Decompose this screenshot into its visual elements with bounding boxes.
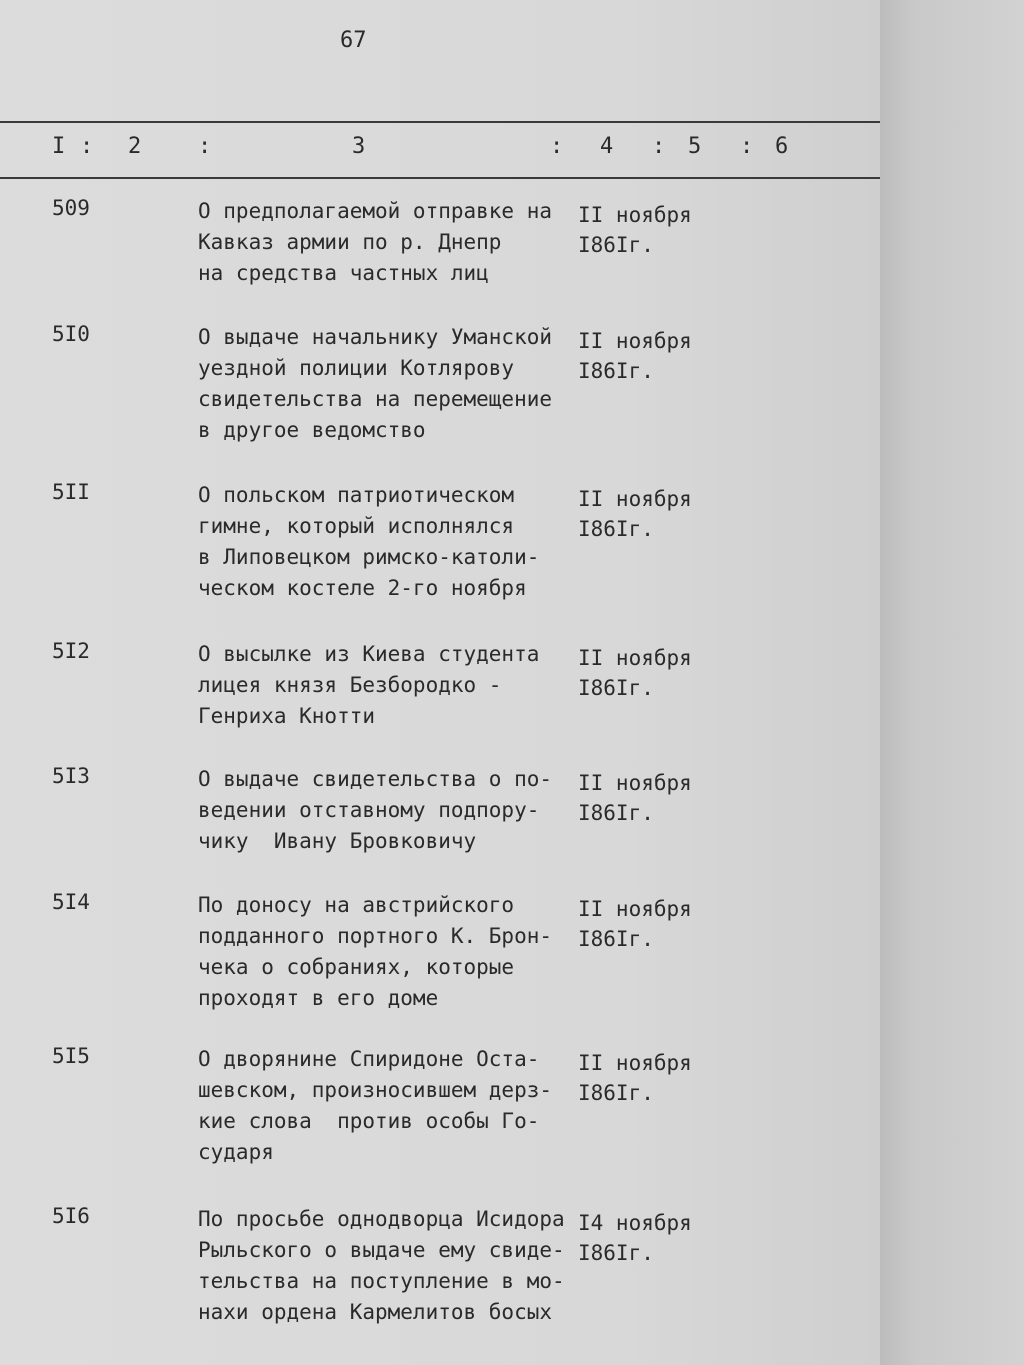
entry-date: II ноября I86Iг. [578,646,692,700]
entry-number: 509 [52,196,90,220]
entry-date: II ноября I86Iг. [578,897,692,951]
header-rule-bottom [0,177,880,179]
entry-number: 5I6 [52,1204,90,1228]
entry-description: По просьбе однодворца Исидора Рыльского о выдаче ему свиде- тельства на поступление в мо- нахи ордена Кармелитов босых [198,1207,565,1324]
column-header-4: 4 [600,134,614,159]
underlying-page [870,0,1024,1365]
entry-date: I4 ноября I86Iг. [578,1211,692,1265]
entry-number: 5I2 [52,639,90,663]
entry-description: О выдаче свидетельства о по- ведении отставному подпору- чику Ивану Бровковичу [198,767,553,853]
entry-description: О дворянине Спиридоне Оста- шевском, произносившем дерз- кие слова против особы Го- сударя [198,1047,553,1164]
entry-date: II ноября I86Iг. [578,329,692,383]
column-header-6: 6 [775,134,789,159]
entry-number: 5II [52,480,90,504]
column-separator: : [652,134,666,159]
entry-date: II ноября I86Iг. [578,487,692,541]
entry-description: О высылке из Киева студента лицея князя Безбородко - Генриха Кнотти [198,642,540,728]
column-separator: : [198,134,212,159]
entry-number: 5I0 [52,322,90,346]
column-separator: : [740,134,754,159]
entry-description: О выдаче начальнику Уманской уездной полиции Котлярову свидетельства на перемещение в другое ведомство [198,325,553,442]
entry-number: 5I4 [52,890,90,914]
column-header-3: 3 [352,134,366,159]
column-separator: : [80,134,94,159]
entry-description: О предполагаемой отправке на Кавказ армии по р. Днепр на средства частных лиц [198,199,553,285]
entry-description: О польском патриотическом гимне, который исполнялся в Липовецком римско-католи- ческом костеле 2-го ноября [198,483,540,600]
column-header-5: 5 [688,134,702,159]
entry-number: 5I3 [52,764,90,788]
column-header-2: 2 [128,134,142,159]
page-number: 67 [340,28,367,53]
column-separator: : [550,134,564,159]
entry-date: II ноября I86Iг. [578,203,692,257]
entry-description: По доносу на австрийского подданного портного К. Брон- чека о собраниях, которые проходят в его доме [198,893,553,1010]
entry-date: II ноября I86Iг. [578,1051,692,1105]
entry-number: 5I5 [52,1044,90,1068]
entry-date: II ноября I86Iг. [578,771,692,825]
column-header-1: I [52,134,66,159]
header-rule-top [0,121,880,123]
